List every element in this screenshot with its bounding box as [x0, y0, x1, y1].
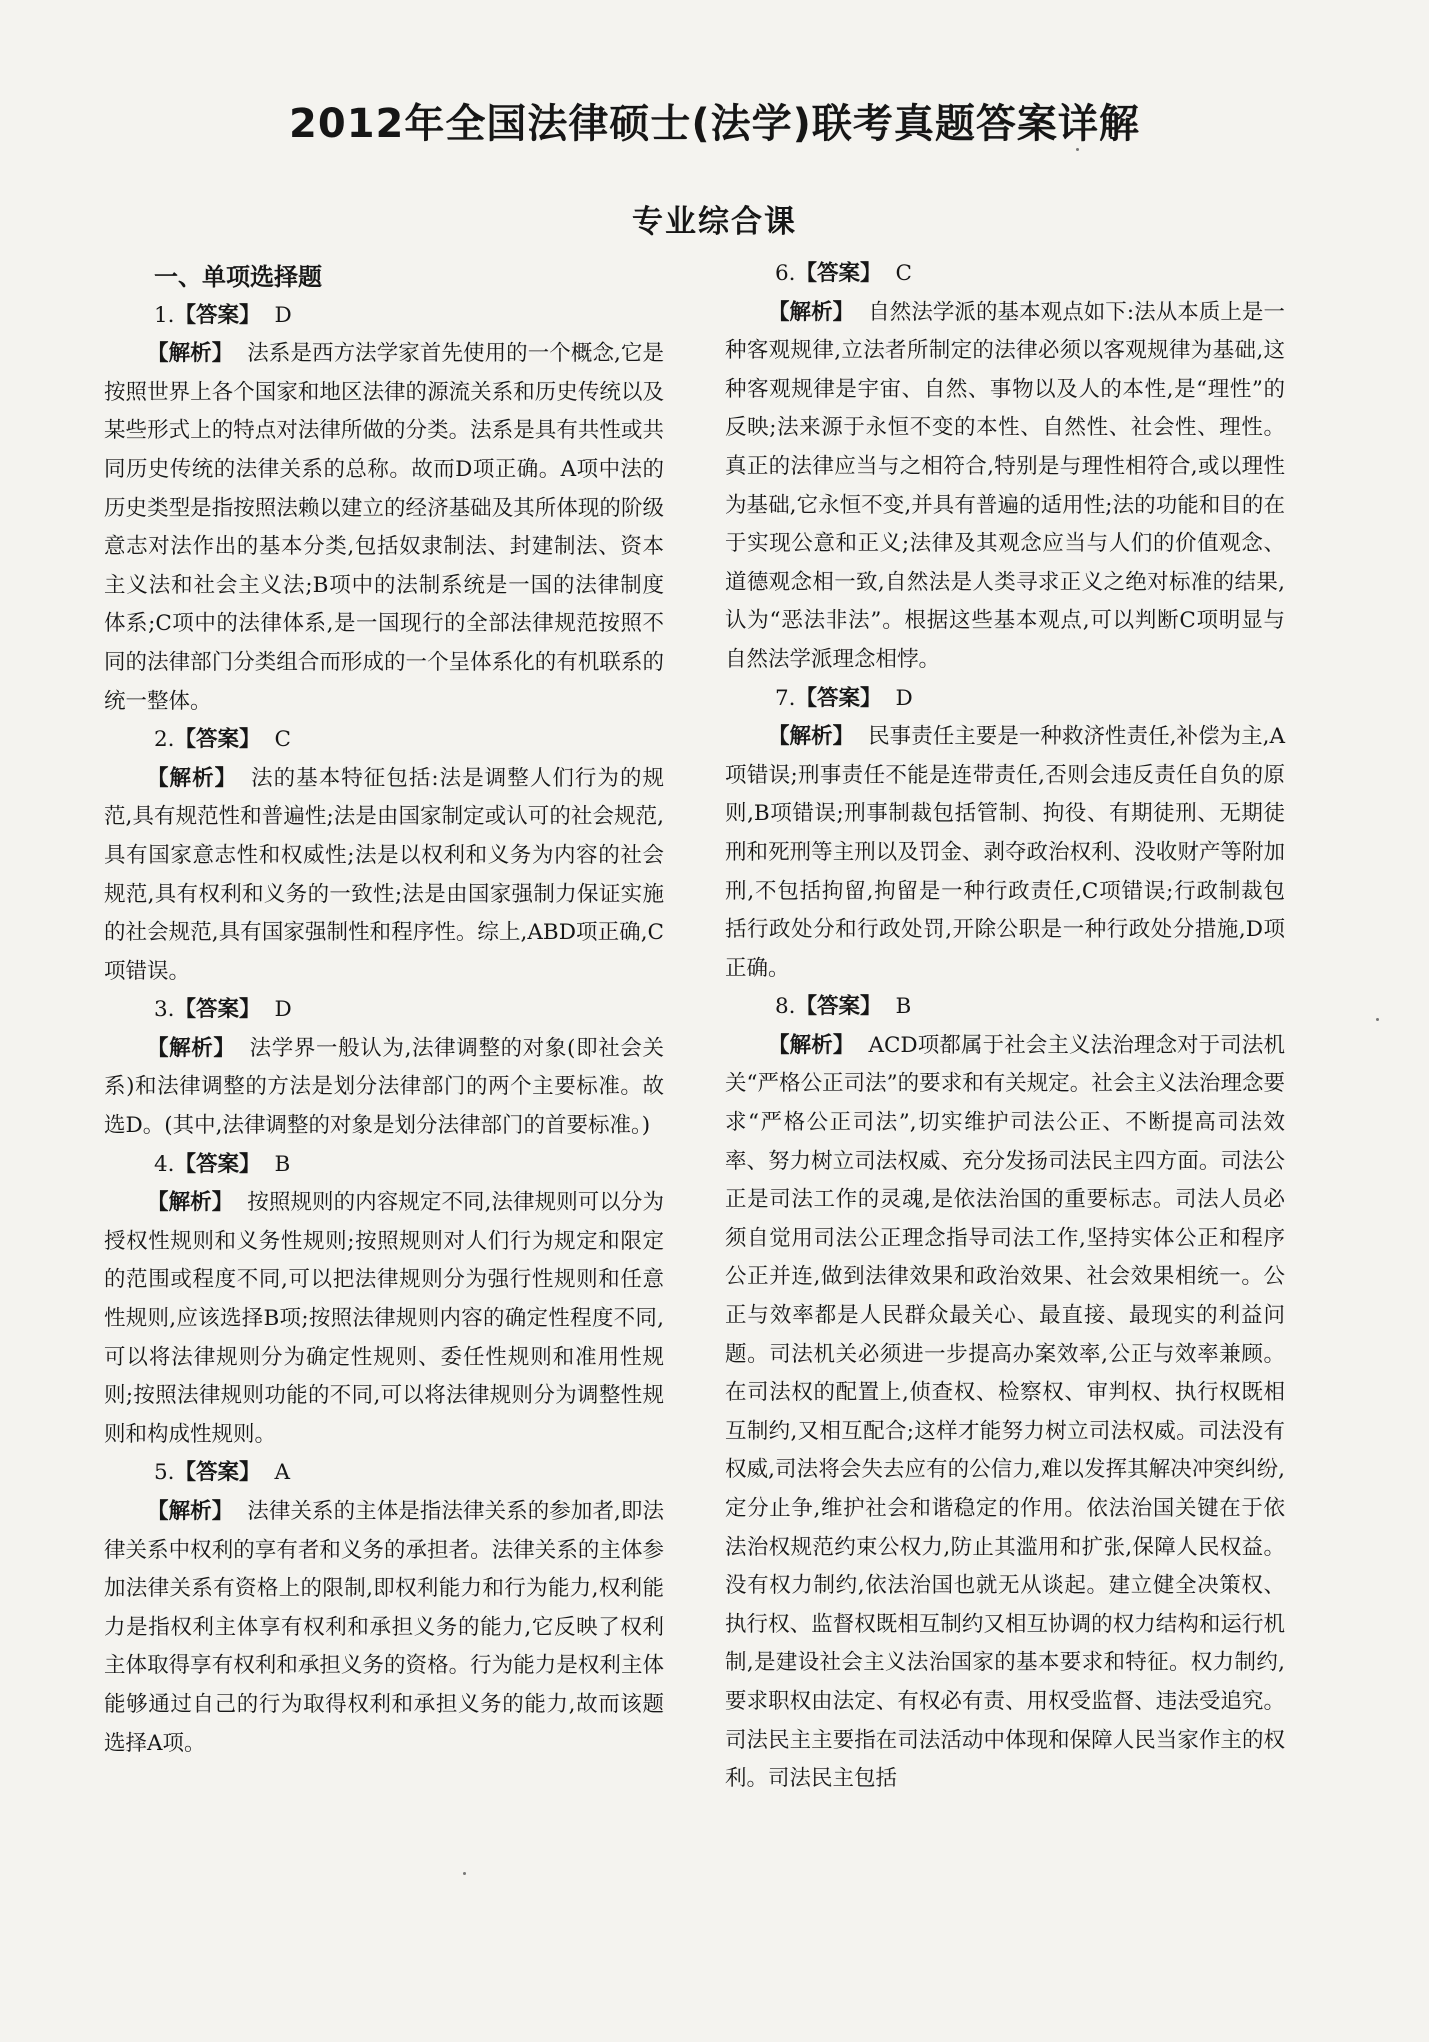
section-heading: 一、单项选择题: [154, 263, 322, 291]
analysis-text: 民事责任主要是一种救济性责任,补偿为主,A项错误;刑事责任不能是连带责任,否则会违反责任自负的原则,B项错误;刑事制裁包括管制、拘役、有期徒刑、无期徒刑和死刑等主刑以及罚金、剥夺政治权利、没收财产等附加刑,不包括拘留,拘留是一种行政责任,C项错误;行政制裁包括行政处分和行政处罚,开除公职是一种行政处分措施,D项正确。: [725, 724, 1285, 981]
scan-speck: [1076, 148, 1079, 151]
question-number: 3.: [154, 997, 175, 1023]
analysis-text: 法系是西方法学家首先使用的一个概念,它是按照世界上各个国家和地区法律的源流关系和历史传统以及某些形式上的特点对法律所做的分类。法系是具有共性或共同历史传统的法律关系的总称。故而D项正确。A项中法的历史类型是指按照法赖以建立的经济基础及其所体现的阶级意志对法作出的基本分类,包括奴隶制法、封建制法、资本主义法和社会主义法;B项中的法制系统是一国的法律制度体系;C项中的法律体系,是一国现行的全部法律规范按照不同的法律部门分类组合而形成的一个呈体系化的有机联系的统一整体。: [104, 341, 664, 714]
question-number: 4.: [154, 1151, 175, 1177]
answer-tag: 【答案】: [174, 1151, 261, 1177]
answer-value: C: [895, 261, 912, 286]
answer-line-7: [725, 680, 1285, 719]
answer-line-3: [104, 991, 664, 1030]
question-number: 7.: [775, 685, 796, 711]
analysis-tag: 【解析】: [147, 341, 234, 367]
scan-speck: [463, 1872, 466, 1875]
analysis-6: [725, 294, 1285, 680]
analysis-text: 自然法学派的基本观点如下:法从本质上是一种客观规律,立法者所制定的法律必须以客观规律为基础,这种客观规律是宇宙、自然、事物以及人的本性,是“理性”的反映;法来源于永恒不变的本性、自然性、社会性、理性。真正的法律应当与之相符合,特别是与理性相符合,或以理性为基础,它永恒不变,并具有普遍的适用性;法的功能和目的在于实现公意和正义;法律及其观念应当与人们的价值观念、道德观念相一致,自然法是人类寻求正义之绝对标准的结果,认为“恶法非法”。根据这些基本观点,可以判断C项明显与自然法学派理念相悖。: [725, 299, 1285, 672]
analysis-text: ACD项都属于社会主义法治理念对于司法机关“严格公正司法”的要求和有关规定。社会主义法治理念要求“严格公正司法”,切实维护司法公正、不断提高司法效率、努力树立司法权威、充分发扬司法民主四方面。司法公正是司法工作的灵魂,是依法治国的重要标志。司法人员必须自觉用司法公正理念指导司法工作,坚持实体公正和程序公正并连,做到法律效果和政治效果、社会效果相统一。公正与效率都是人民群众最关心、最直接、最现实的利益问题。司法机关必须进一步提高办案效率,公正与效率兼顾。在司法权的配置上,侦查权、检察权、审判权、执行权既相互制约,又相互配合;这样才能努力树立司法权威。司法没有权威,司法将会失去应有的公信力,难以发挥其解决冲突纠纷,定分止争,维护社会和谐稳定的作用。依法治国关键在于依法治权规范约束公权力,防止其滥用和扩张,保障人民权益。没有权力制约,依法治国也就无从谈起。建立健全决策权、执行权、监督权既相互制约又相互协调的权力结构和运行机制,是建设社会主义法治国家的基本要求和特征。权力制约,要求职权由法定、有权必有责、用权受监督、违法受追究。司法民主主要指在司法活动中体现和保障人民当家作主的权利。司法民主包括: [725, 1032, 1285, 1792]
analysis-text: 按照规则的内容规定不同,法律规则可以分为授权性规则和义务性规则;按照规则对人们行为规定和限定的范围或程度不同,可以把法律规则分为强行性规则和任意性规则,应该选择B项;按照法律规则内容的确定性程度不同,可以将法律规则分为确定性规则、委任性规则和准用性规则;按照法律规则功能的不同,可以将法律规则分为调整性规则和构成性规则。: [104, 1190, 664, 1447]
answer-tag: 【答案】: [174, 302, 261, 328]
answer-line-8: [725, 988, 1285, 1027]
analysis-1: [104, 335, 664, 721]
answer-line-4: [104, 1146, 664, 1185]
analysis-text: 法的基本特征包括:法是调整人们行为的规范,具有规范性和普遍性;法是由国家制定或认可的社会规范,具有国家意志性和权威性;法是以权利和义务为内容的社会规范,具有权利和义务的一致性;法是由国家强制力保证实施的社会规范,具有国家强制性和程序性。综上,ABD项正确,C项错误。: [104, 765, 664, 984]
answer-tag: 【答案】: [795, 994, 882, 1020]
answer-value: B: [274, 1151, 291, 1177]
answer-value: B: [895, 994, 912, 1020]
answer-line-5: [104, 1454, 664, 1493]
analysis-4: [104, 1184, 664, 1454]
analysis-2: [104, 760, 664, 992]
answer-value: D: [274, 302, 292, 328]
question-number: 2.: [154, 727, 175, 753]
answer-value: D: [895, 685, 913, 711]
analysis-tag: 【解析】: [147, 1499, 234, 1524]
analysis-text: 法学界一般认为,法律调整的对象(即社会关系)和法律调整的方法是划分法律部门的两个主要标准。故选D。(其中,法律调整的对象是划分法律部门的首要标准。): [104, 1035, 664, 1139]
analysis-tag: 【解析】: [768, 1032, 855, 1058]
analysis-tag: 【解析】: [147, 765, 238, 791]
answer-line-6: [725, 255, 1285, 294]
question-number: 6.: [775, 261, 796, 286]
left-column: [104, 258, 664, 1763]
answer-tag: 【答案】: [174, 727, 261, 753]
analysis-text: 法律关系的主体是指法律关系的参加者,即法律关系中权利的享有者和义务的承担者。法律关系的主体参加法律关系有资格上的限制,即权利能力和行为能力,权利能力是指权利主体享有权利和承担义务的能力,它反映了权利主体取得享有权利和承担义务的资格。行为能力是权利主体能够通过自己的行为取得权利和承担义务的能力,故而该题选择A项。: [104, 1499, 664, 1756]
question-number: 1.: [154, 302, 175, 328]
page-title: 2012年全国法律硕士(法学)联考真题答案详解: [289, 101, 1140, 147]
analysis-5: [104, 1493, 664, 1763]
analysis-tag: 【解析】: [768, 299, 855, 325]
answer-tag: 【答案】: [795, 261, 882, 286]
analysis-8: [725, 1027, 1285, 1799]
analysis-3: [104, 1030, 664, 1146]
answer-value: A: [274, 1460, 291, 1486]
answer-line-1: [104, 297, 664, 336]
answer-tag: 【答案】: [174, 1460, 261, 1486]
answer-value: C: [274, 727, 291, 753]
answer-value: D: [274, 997, 292, 1023]
scan-speck: [1376, 1018, 1379, 1021]
question-number: 8.: [775, 994, 796, 1020]
section-subtitle: 专业综合课: [632, 204, 797, 240]
answer-tag: 【答案】: [174, 997, 261, 1023]
question-number: 5.: [154, 1460, 175, 1486]
analysis-7: [725, 718, 1285, 988]
analysis-tag: 【解析】: [768, 724, 855, 750]
analysis-tag: 【解析】: [147, 1035, 236, 1061]
answer-tag: 【答案】: [795, 685, 882, 711]
right-column: [725, 255, 1285, 1799]
answer-line-2: [104, 721, 664, 760]
analysis-tag: 【解析】: [147, 1190, 234, 1216]
